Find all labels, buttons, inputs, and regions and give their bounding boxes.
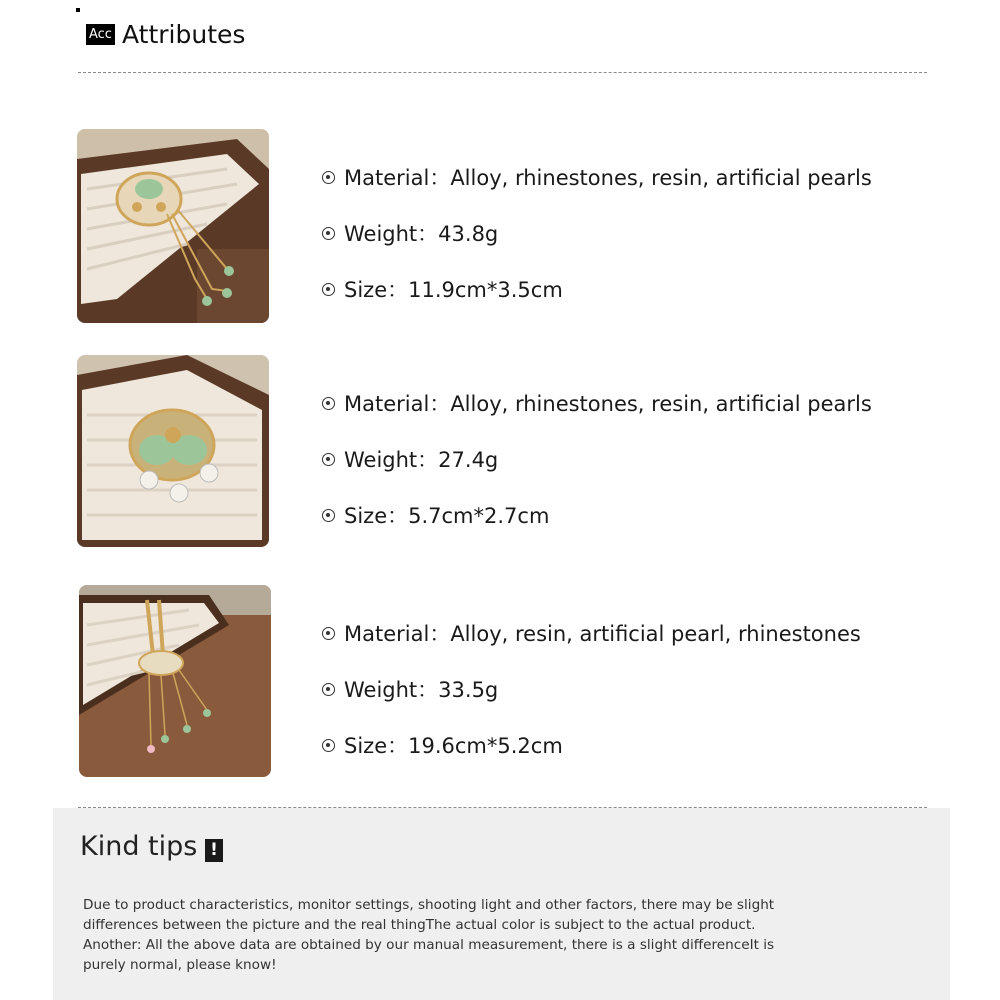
spec-label: Material： [344,166,451,190]
product-photo [77,129,269,323]
tips-title: Kind tips [80,831,198,862]
header-tag: Acc [86,24,115,45]
spec-value: 33.5g [438,678,499,702]
spec-weight [322,677,861,733]
bullet-icon [322,171,335,184]
bullet-icon [322,627,335,640]
spec-size [322,503,872,559]
spec-size [322,733,861,789]
spec-label: Size： [344,734,409,758]
spec-material [322,165,872,221]
kind-tips-panel [53,808,950,1000]
spec-value: 19.6cm*5.2cm [408,734,563,758]
product-photo [79,585,271,777]
spec-weight [322,447,872,503]
spec-value: 5.7cm*2.7cm [408,504,550,528]
spec-value: 11.9cm*3.5cm [408,278,563,302]
product-row [0,355,1000,550]
spec-label: Weight： [344,222,439,246]
product-row [0,585,1000,780]
product-photo [77,355,269,547]
tips-line: differences between the picture and the real thingThe actual color is subject to the actual product. [83,917,756,933]
exclamation-icon: ! [205,839,223,862]
spec-weight [322,221,872,277]
spec-value: 27.4g [438,448,499,472]
tips-line: Another: All the above data are obtained by our manual measurement, there is a slight differenceIt is [83,937,775,953]
tips-line: Due to product characteristics, monitor settings, shooting light and other factors, there may be slight [83,897,775,913]
spec-label: Material： [344,392,451,416]
spec-label: Size： [344,504,409,528]
spec-label: Material： [344,622,451,646]
spec-material [322,391,872,447]
spec-list [322,165,872,333]
spec-value: 43.8g [438,222,499,246]
bullet-icon [322,509,335,522]
tips-text [83,895,803,975]
divider-top [78,72,927,73]
spec-list [322,621,861,789]
tips-line: purely normal, please know! [83,957,277,973]
bullet-icon [322,683,335,696]
spec-label: Size： [344,278,409,302]
spec-value: Alloy, resin, artificial pearl, rhinestones [450,622,861,646]
bullet-icon [322,227,335,240]
bullet-icon [322,283,335,296]
spec-label: Weight： [344,448,439,472]
spec-value: Alloy, rhinestones, resin, artificial pearls [450,166,872,190]
spec-label: Weight： [344,678,439,702]
bullet-icon [322,739,335,752]
bullet-icon [322,397,335,410]
header-dot [76,8,80,12]
product-row [0,129,1000,324]
section-title: Attributes [122,20,246,49]
spec-list [322,391,872,559]
spec-value: Alloy, rhinestones, resin, artificial pearls [450,392,872,416]
spec-material [322,621,861,677]
bullet-icon [322,453,335,466]
spec-size [322,277,872,333]
